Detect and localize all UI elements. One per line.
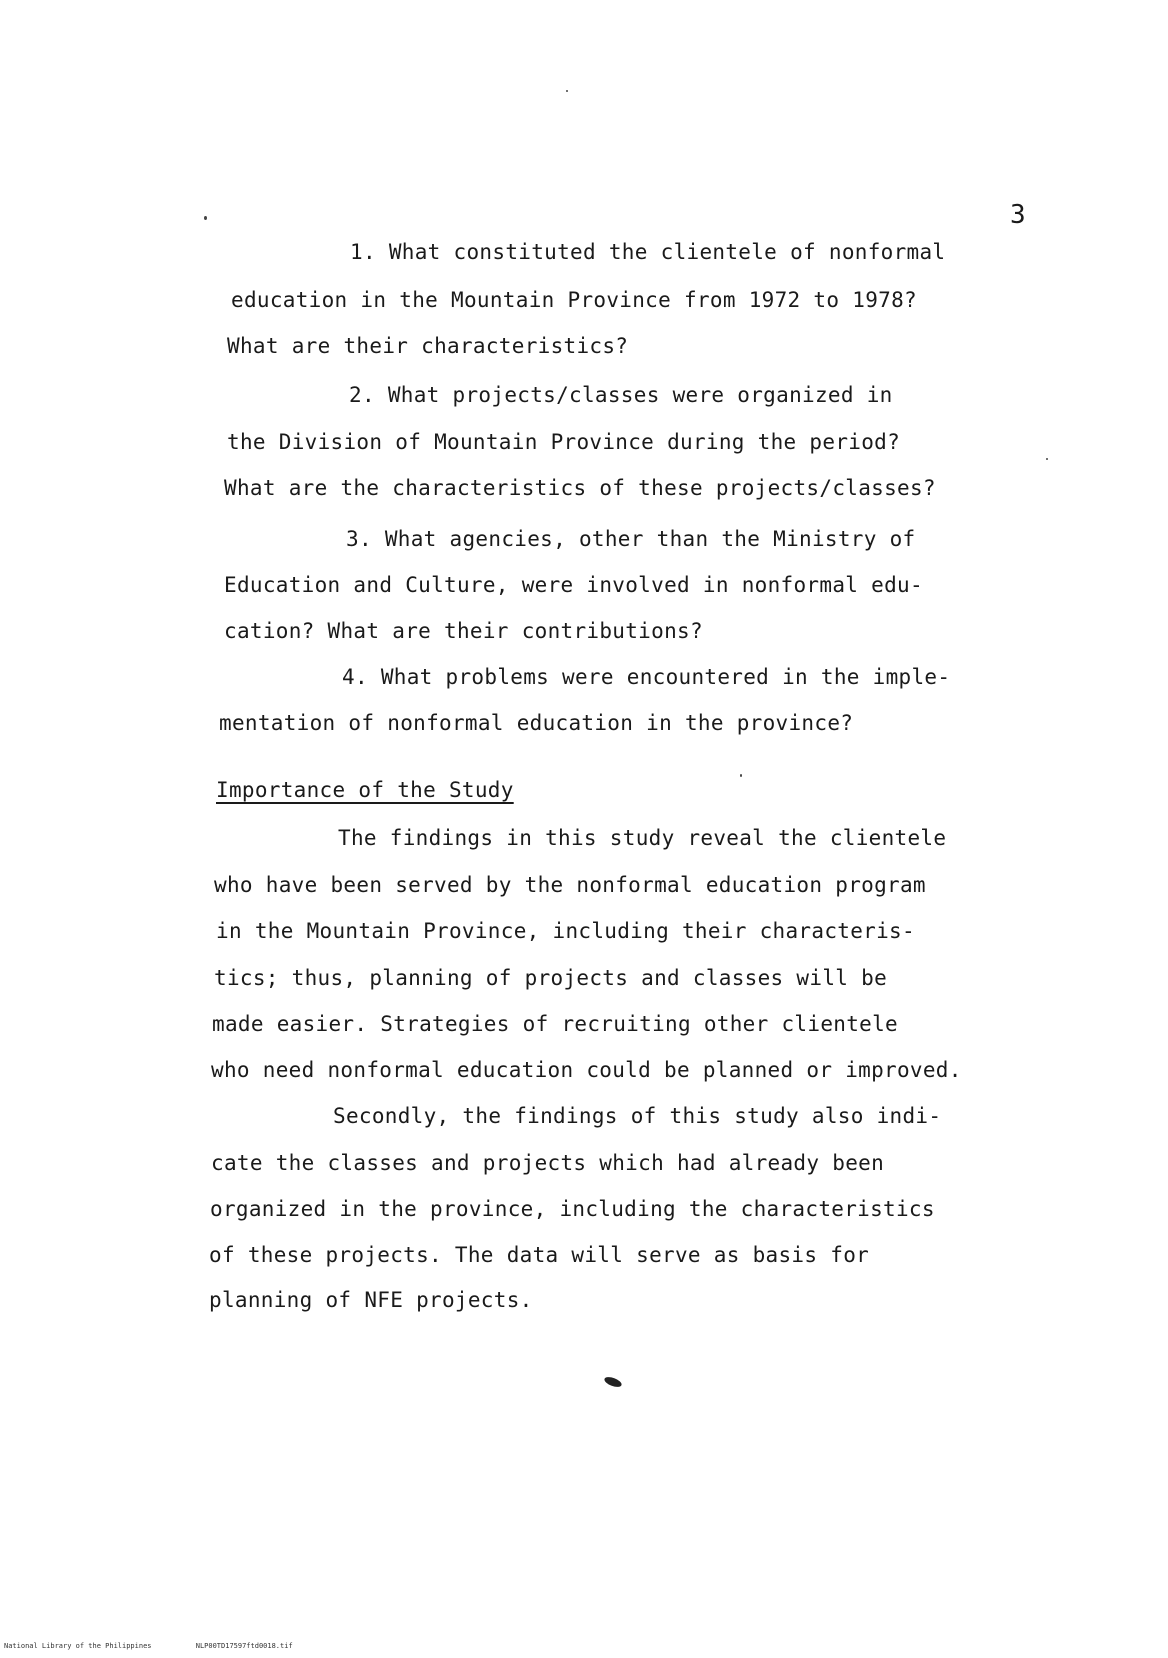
question-1-line-1: 1. What constituted the clientele of nonformal — [350, 240, 946, 264]
paragraph-2-line-3: organized in the province, including the characteristics — [210, 1197, 935, 1221]
paragraph-1-line-3: in the Mountain Province, including their characteris- — [216, 919, 915, 943]
question-4-line-2: mentation of nonformal education in the province? — [219, 711, 854, 735]
scan-speck — [740, 774, 742, 777]
scan-speck — [1046, 458, 1048, 460]
question-2-line-3: What are the characteristics of these projects/classes? — [224, 476, 936, 500]
paragraph-1-line-6: who need nonformal education could be planned or improved. — [211, 1058, 962, 1082]
question-1-line-2: education in the Mountain Province from 1972 to 1978? — [231, 288, 917, 312]
paragraph-2-line-2: cate the classes and projects which had already been — [211, 1151, 885, 1175]
paragraph-1-line-4: tics; thus, planning of projects and classes will be — [214, 966, 888, 990]
question-2-line-1: 2. What projects/classes were organized in — [349, 383, 893, 407]
ink-blot — [603, 1375, 623, 1389]
question-4-line-1: 4. What problems were encountered in the imple- — [342, 665, 951, 689]
scan-speck — [204, 216, 207, 220]
paragraph-1-line-5: made easier. Strategies of recruiting other clientele — [212, 1012, 898, 1036]
paragraph-1-line-2: who have been served by the nonformal education program — [214, 873, 926, 897]
page-number: 3 — [1010, 200, 1026, 230]
question-1-line-3: What are their characteristics? — [227, 334, 629, 358]
scan-speck — [566, 90, 568, 92]
footer-library: National Library of the Philippines — [4, 1642, 152, 1650]
question-2-line-2: the Division of Mountain Province during the period? — [227, 430, 901, 454]
question-3-line-3: cation? What are their contributions? — [224, 619, 703, 643]
footer-file: NLP00TD17597ftd0018.tif — [195, 1642, 293, 1650]
paragraph-2-line-1: Secondly, the findings of this study also indi- — [333, 1104, 942, 1128]
section-heading: Importance of the Study — [216, 778, 514, 802]
paragraph-2-line-4: of these projects. The data will serve as basis for — [209, 1243, 870, 1267]
paragraph-2-line-5: planning of NFE projects. — [209, 1288, 533, 1312]
question-3-line-2: Education and Culture, were involved in nonformal edu- — [224, 573, 923, 597]
paragraph-1-line-1: The findings in this study reveal the clientele — [338, 826, 947, 850]
scan-footer — [4, 1642, 333, 1650]
question-3-line-1: 3. What agencies, other than the Ministry of — [346, 527, 916, 551]
